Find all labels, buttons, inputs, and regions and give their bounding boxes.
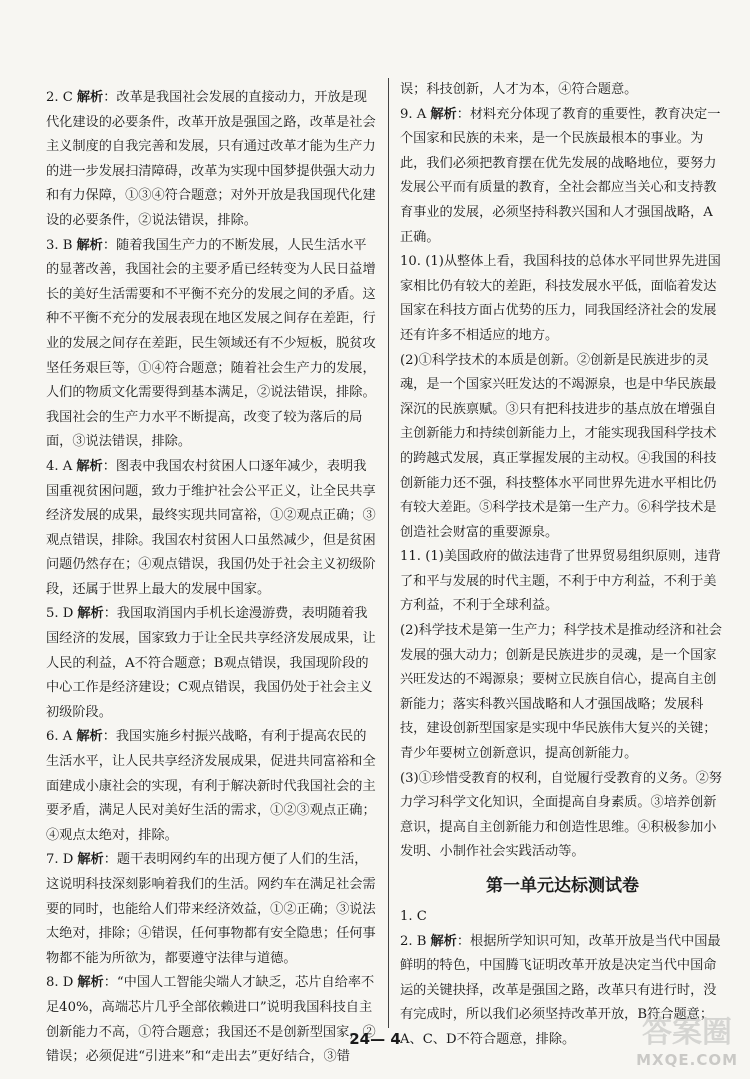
answer-continuation: 误；科技创新，人才为本，④符合题意。 [400,82,638,97]
answer-item: 9. A 解析：材料充分体现了教育的重要性，教育决定一个国家和民族的未来，是一个民族最根本的事业。为此，我们必须把教育摆在优先发展的战略地位，要努力发展公平而有质量的教育，全社会都应当关心和支持教育事业的发展，必须坚持科教兴国和人才强国战略，A正确。 [400,106,721,245]
watermark-logo: 答案圈 [642,1015,732,1050]
answer-item: 7. D 解析：题干表明网约车的出现方便了人们的生活，这说明科技深刻影响着我们的生活。网约车在满足社会需要的同时，也能给人们带来经济效益，①②正确；③说法太绝对，排除；④错误，任何事物都有安全隐患；任何事物都不能为所欲为，都要遵守法律与道德。 [46,852,376,966]
answer-item: 1. C [400,909,427,924]
right-column [400,78,725,1053]
answer-item: 4. A 解析：图表中我国农村贫困人口逐年减少，表明我国重视贫困问题，致力于维护社会公平正义，让全民共享经济发展的成果，最终实现共同富裕，①②观点正确；③观点错误，排除。我国农村贫困人口虽然减少，但是贫困问题仍然存在；④观点错误，我国仍处于社会主义初级阶段，还属于世界上最大的发展中国家。 [46,458,376,597]
section-title: 第一单元达标测试卷 [486,876,639,896]
answer-subitem: (2)①科学技术的本质是创新。②创新是民族进步的灵魂，是一个国家兴旺发达的不竭源泉，也是中华民族最深沉的民族禀赋。③只有把科技进步的基点放在增强自主创新能力和持续创新能力上，才能实现我国科学技术的跨越式发展，真正掌握发展的主动权。④我国的科技创新能力还不强，科技整体水平同世界先进水平相比仍有较大差距。⑤科学技术是第一生产力。⑥科学技术是创造社会财富的重要源泉。 [400,352,717,540]
answer-item: 2. C 解析：改革是我国社会发展的直接动力，开放是现代化建设的必要条件，改革开放是强国之路，改革是社会主义制度的自我完善和发展，只有通过改革才能为生产力的进一步发展扫清障碍，改革为实现中国梦提供强大动力和有力保障，①③④符合题意；对外开放是我国现代化建设的必要条件，②说法错误，排除。 [46,90,376,228]
answer-item: 5. D 解析：我国取消国内手机长途漫游费，表明随着我国经济的发展，国家致力于让全民共享经济发展成果，让人民的利益，A不符合题意；B观点错误，我国现阶段的中心工作是经济建设；C观点错误，我国仍处于社会主义初级阶段。 [46,606,376,720]
answer-item: 2. B 解析：根据所学知识可知，改革开放是当代中国最鲜明的特色，中国腾飞证明改革开放是决定当代中国命运的关键抉择，改革是强国之路，改革只有进行时，没有完成时，所以我们必须坚持改革开放，B符合题意；A、C、D不符合题意，排除。 [400,933,721,1047]
answer-item: 11. (1)美国政府的做法违背了世界贸易组织原则，违背了和平与发展的时代主题，不利于中方利益，不利于美方利益，不利于全球利益。 [400,549,721,614]
column-divider [388,78,389,1028]
answer-subitem: (2)科学技术是第一生产力；科学技术是推动经济和社会发展的强大动力；创新是民族进步的灵魂，是一个国家兴旺发达的不竭源泉；要树立民族自信心，提高自主创新能力；落实科教兴国战略和人才强国战略；发展科技，建设创新型国家是实现中华民族伟大复兴的关键；青少年要树立创新意识，提高创新能力。 [400,623,722,762]
answer-item: 3. B 解析：随着我国生产力的不断发展，人民生活水平的显著改善，我国社会的主要矛盾已经转变为人民日益增长的美好生活需要和不平衡不充分的发展之间的矛盾。这种不平衡不充分的发展表现在地区发展之间存在差距，行业的发展之间存在差距，民生领域还有不少短板，脱贫攻坚任务艰巨等，①④符合题意；随着社会生产力的发展，人们的物质文化需要得到基本满足，②说法错误，排除。我国社会的生产力水平不断提高，改变了较为落后的局面，③说法错误，排除。 [46,237,376,450]
watermark [588,1007,738,1069]
answer-item: 8. D 解析：“中国人工智能尖端人才缺乏，芯片自给率不足40%，高端芯片几乎全部依赖进口”说明我国科技自主创新能力不高，①符合题意；我国还不是创新型国家，②错误；必须促进“引进来”和“走出去”更好结合，③错 [46,975,376,1065]
watermark-url: MXQE.COM [636,1051,738,1069]
answer-subitem: (3)①珍惜受教育的权利，自觉履行受教育的义务。②努力学习科学文化知识，全面提高自身素质。③培养创新意识，提高自主创新能力和创造性思维。④积极参加小发明、小制作社会实践活动等。 [400,770,722,860]
page-number: 24— 4 [349,1030,401,1048]
answer-item: 10. (1)从整体上看，我国科技的总体水平同世界先进国家相比仍有较大的差距，科技发展水平低，面临着发达国家在科技方面占优势的压力，同我国经济社会的发展还有许多不相适应的地方。 [400,254,721,343]
answer-item: 6. A 解析：我国实施乡村振兴战略，有利于提高农民的生活水平，让人民共享经济发展成果，促进共同富裕和全面建成小康社会的实现，有利于解决新时代我国社会的主要矛盾，满足人民对美好生活的需求，①②③观点正确；④观点太绝对，排除。 [46,729,376,843]
left-column [46,86,376,1070]
